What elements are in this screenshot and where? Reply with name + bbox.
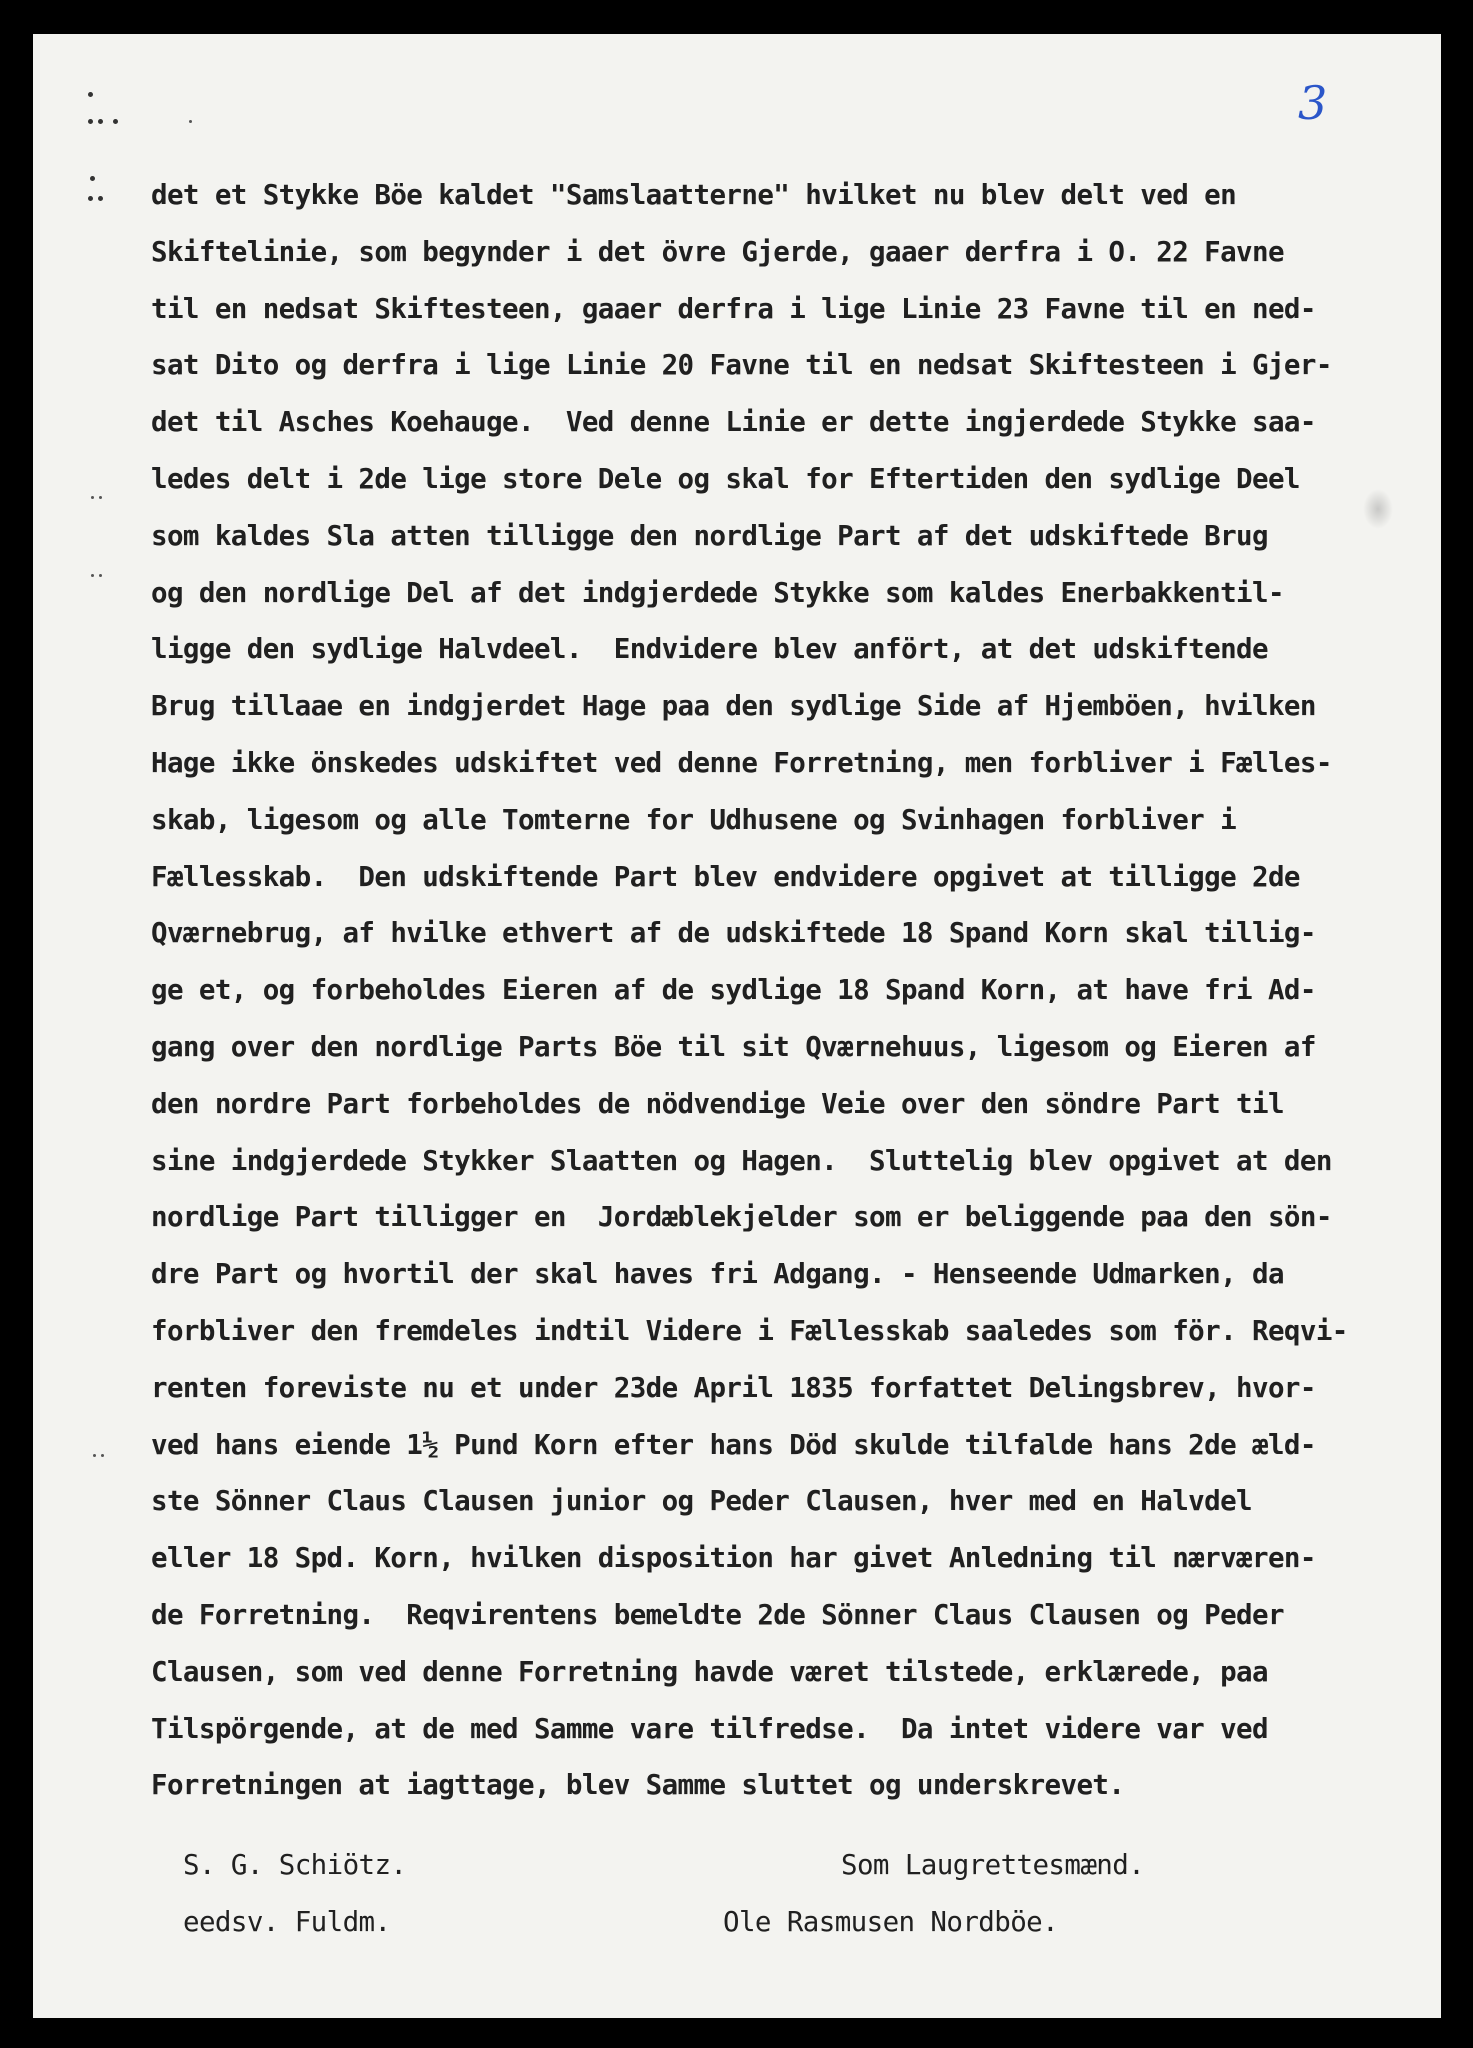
text-line: Tilspörgende, at de med Samme vare tilfredse. Da intet videre var ved [151, 1712, 1268, 1745]
text-line: til en nedsat Skiftesteen, gaaer derfra i lige Linie 23 Favne til en ned- [151, 292, 1316, 325]
margin-mark [113, 119, 118, 124]
margin-mark [99, 496, 102, 499]
text-line: Forretningen at iagttage, blev Samme sluttet og underskrevet. [151, 1769, 1125, 1802]
text-line: Fællesskab. Den udskiftende Part blev endvidere opgivet at tilligge 2de [151, 860, 1300, 893]
margin-mark [101, 1454, 104, 1457]
margin-mark [189, 120, 192, 123]
text-line: eller 18 Spd. Korn, hvilken disposition har givet Anledning til nærværen- [151, 1542, 1316, 1575]
text-line: ledes delt i 2de lige store Dele og skal for Eftertiden den sydlige Deel [151, 462, 1300, 495]
text-line: det et Stykke Böe kaldet "Samslaatterne" hvilket nu blev delt ved en [151, 179, 1237, 211]
signature-right-title: Som Laugrettesmænd. [841, 1849, 1145, 1881]
text-line: Clausen, som ved denne Forretning havde været tilstede, erklærede, paa [151, 1655, 1268, 1688]
text-line: sat Dito og derfra i lige Linie 20 Favne til en nedsat Skiftesteen i Gjer- [151, 349, 1332, 382]
text-line: som kaldes Sla atten tilligge den nordlige Part af det udskiftede Brug [151, 519, 1268, 552]
text-line: det til Asches Koehauge. Ved denne Linie er dette ingjerdede Stykke saa- [151, 406, 1316, 439]
margin-mark [98, 119, 103, 124]
text-line: Qværnebrug, af hvilke ethvert af de udskiftede 18 Spand Korn skal tillig- [151, 917, 1316, 950]
text-line: sine indgjerdede Stykker Slaatten og Hagen. Sluttelig blev opgivet at den [151, 1144, 1332, 1177]
margin-mark [88, 196, 93, 201]
text-line: gang over den nordlige Parts Böe til sit Qværnehuus, ligesom og Eieren af [151, 1030, 1316, 1063]
text-line: ste Sönner Claus Clausen junior og Peder Clausen, hver med en Halvdel [151, 1485, 1252, 1518]
body-text [151, 167, 1441, 1814]
text-line: ved hans eiende 1½ Pund Korn efter hans Död skulde tilfalde hans 2de æld- [151, 1428, 1316, 1461]
text-line: dre Part og hvortil der skal haves fri Adgang. - Henseende Udmarken, da [151, 1258, 1284, 1291]
text-line: den nordre Part forbeholdes de nödvendige Veie over den söndre Part til [151, 1087, 1284, 1120]
text-line: ge et, og forbeholdes Eieren af de sydlige 18 Spand Korn, at have fri Ad- [151, 974, 1316, 1007]
margin-mark [99, 574, 102, 577]
text-line: og den nordlige Del af det indgjerdede Stykke som kaldes Enerbakkentil- [151, 576, 1284, 609]
page-number: 3 [1298, 76, 1328, 130]
text-line: ligge den sydlige Halvdeel. Endvidere blev anfört, at det udskiftende [151, 633, 1268, 666]
text-line: renten foreviste nu et under 23de April 1835 forfattet Delingsbrev, hvor- [151, 1371, 1316, 1404]
text-line: nordlige Part tilligger en Jordæblekjelder som er beliggende paa den sön- [151, 1201, 1332, 1234]
margin-mark [93, 1454, 96, 1457]
text-line: de Forretning. Reqvirentens bemeldte 2de Sönner Claus Clausen og Peder [151, 1598, 1284, 1631]
text-line: skab, ligesom og alle Tomterne for Udhusene og Svinhagen forbliver i [151, 803, 1237, 836]
text-line: Skiftelinie, som begynder i det övre Gjerde, gaaer derfra i O. 22 Favne [151, 235, 1284, 268]
margin-mark [98, 196, 103, 201]
margin-mark [90, 176, 95, 181]
text-line: forbliver den fremdeles indtil Videre i Fællesskab saaledes som för. Reqvi- [151, 1314, 1348, 1347]
document-page [33, 34, 1441, 2018]
text-line: Hage ikke önskedes udskiftet ved denne Forretning, men forbliver i Fælles- [151, 746, 1332, 779]
margin-mark [91, 496, 94, 499]
signature-left-name: S. G. Schiötz. [183, 1849, 407, 1881]
margin-mark [91, 574, 94, 577]
margin-mark [88, 119, 93, 124]
signature-right-name: Ole Rasmusen Nordböe. [723, 1906, 1059, 1938]
signature-left-title: eedsv. Fuldm. [183, 1906, 391, 1938]
text-line: Brug tillaae en indgjerdet Hage paa den sydlige Side af Hjemböen, hvilken [151, 690, 1316, 723]
margin-mark [88, 92, 93, 97]
